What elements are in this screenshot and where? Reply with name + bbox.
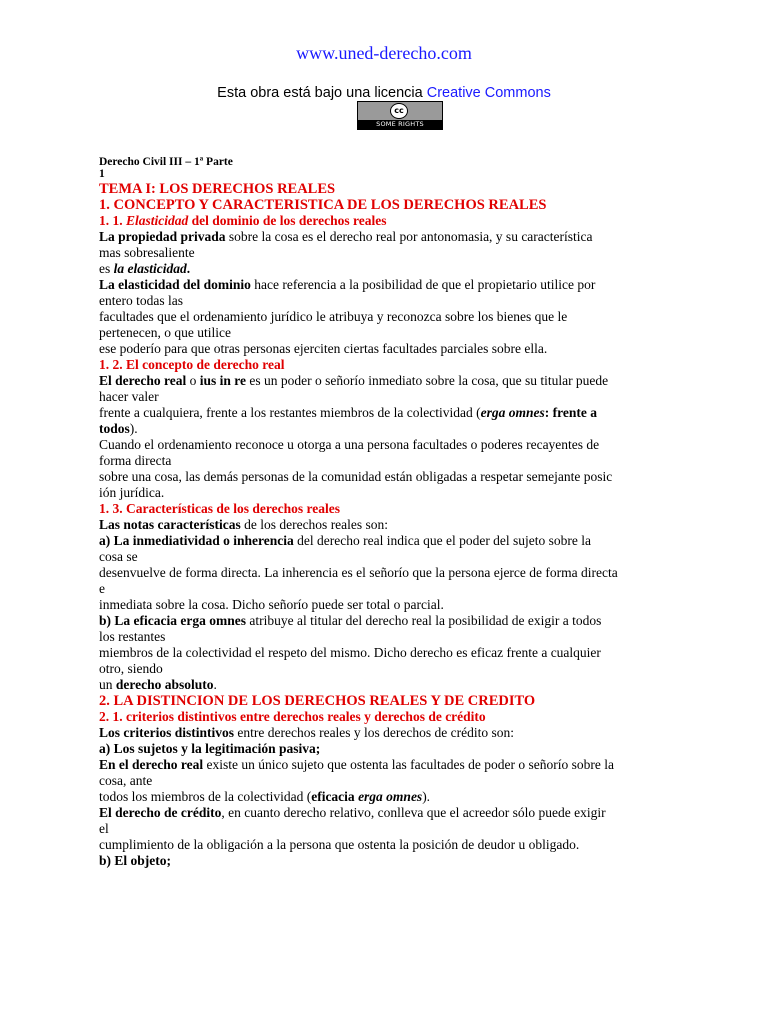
text-run: e xyxy=(99,581,105,596)
text-run: eficacia xyxy=(311,789,359,804)
text-run: ). xyxy=(129,421,138,436)
text-run: cosa se xyxy=(99,549,138,564)
text-run: La propiedad privada xyxy=(99,229,226,244)
text-line xyxy=(99,517,679,533)
text-run: o xyxy=(186,373,200,388)
site-url-link[interactable]: www.uned-derecho.com xyxy=(296,43,472,63)
text-line xyxy=(99,805,679,821)
text-run: cumplimiento de la obligación a la persona que ostenta la posición de deudor u obligado. xyxy=(99,837,580,852)
text-run: cosa, ante xyxy=(99,773,153,788)
text-run: 1. 2. El concepto de derecho real xyxy=(99,357,285,372)
text-line xyxy=(99,661,679,677)
text-run: es xyxy=(99,261,114,276)
text-line xyxy=(99,389,679,405)
cc-logo-icon: cc xyxy=(390,103,408,119)
text-run: 1. 3. Características de los derechos reales xyxy=(99,501,340,516)
subsection-heading xyxy=(99,213,679,229)
text-line xyxy=(99,581,679,597)
text-run: forma directa xyxy=(99,453,172,468)
text-run: erga omnes xyxy=(480,405,545,420)
text-run: 1. CONCEPTO Y CARACTERISTICA DE LOS DERECHOS REALES xyxy=(99,197,547,213)
text-run: El derecho real xyxy=(99,373,187,388)
text-run: ius in re xyxy=(199,373,247,388)
text-run: es un poder o señorío inmediato sobre la cosa, que su titular puede xyxy=(246,373,609,388)
text-run: inmediata sobre la cosa. Dicho señorío puede ser total o parcial. xyxy=(99,597,444,612)
cc-badge-text: SOME RIGHTS RESERVED xyxy=(358,120,442,129)
page-number: 1 xyxy=(99,168,105,180)
text-run: En el derecho real xyxy=(99,757,204,772)
text-run: sobre una cosa, las demás personas de la comunidad están obligadas a respetar semejante posic xyxy=(99,469,613,484)
text-line xyxy=(99,821,679,837)
section-heading xyxy=(99,181,679,197)
text-line xyxy=(99,229,679,245)
subsection-heading xyxy=(99,357,679,373)
text-run: entre derechos reales y los derechos de crédito son: xyxy=(234,725,515,740)
text-line xyxy=(99,325,679,341)
text-run: ión jurídica. xyxy=(99,485,165,500)
text-line xyxy=(99,405,679,421)
text-run: . xyxy=(213,677,217,692)
license-notice xyxy=(0,85,768,101)
text-line xyxy=(99,629,679,645)
text-line xyxy=(99,373,679,389)
text-run: : frente a xyxy=(544,405,597,420)
text-line xyxy=(99,613,679,629)
text-line xyxy=(99,341,679,357)
text-run: TEMA I: LOS DERECHOS REALES xyxy=(99,181,336,197)
text-run: el xyxy=(99,821,109,836)
text-run: derecho absoluto xyxy=(115,677,214,692)
subsection-heading xyxy=(99,709,679,725)
text-run: frente a cualquiera, frente a los restantes miembros de la colectividad ( xyxy=(99,405,481,420)
text-run: de los derechos reales son: xyxy=(240,517,389,532)
text-run: 2. 1. criterios distintivos entre derechos reales y derechos de crédito xyxy=(99,709,486,724)
text-line xyxy=(99,245,679,261)
text-line xyxy=(99,837,679,853)
text-run: desenvuelve de forma directa. La inherencia es el señorío que la persona ejerce de forma directa xyxy=(99,565,618,580)
text-run: hacer valer xyxy=(99,389,159,404)
text-run: los restantes xyxy=(99,629,166,644)
text-run: 2. LA DISTINCION DE LOS DERECHOS REALES Y DE CREDITO xyxy=(99,693,536,709)
text-line xyxy=(99,757,679,773)
text-line xyxy=(99,277,679,293)
text-run: hace referencia a la posibilidad de que el propietario utilice por xyxy=(250,277,596,292)
text-line xyxy=(99,741,679,757)
document-blocks xyxy=(99,181,679,869)
text-line xyxy=(99,853,679,869)
text-line xyxy=(99,677,679,693)
text-line xyxy=(99,549,679,565)
section-heading xyxy=(99,197,679,213)
text-run: , en cuanto derecho relativo, conlleva que el acreedor sólo puede exigir xyxy=(221,805,606,820)
text-line xyxy=(99,773,679,789)
text-run: atribuye al titular del derecho real la posibilidad de exigir a todos xyxy=(245,613,602,628)
text-run: a) Los sujetos y la legitimación pasiva; xyxy=(99,741,321,756)
text-line xyxy=(99,453,679,469)
text-run: la elasticidad xyxy=(113,261,187,276)
text-run: El derecho de crédito xyxy=(99,805,222,820)
text-run: facultades que el ordenamiento jurídico le atribuya y reconozca sobre los bienes que le xyxy=(99,309,568,324)
section-heading xyxy=(99,693,679,709)
text-run: sobre la cosa es el derecho real por antonomasia, y su característica xyxy=(225,229,593,244)
text-line xyxy=(99,565,679,581)
document-body xyxy=(99,155,679,869)
text-line xyxy=(99,261,679,277)
text-run: pertenecen, o que utilice xyxy=(99,325,231,340)
text-run: . xyxy=(186,261,191,276)
text-run: 1. 1. xyxy=(99,213,126,228)
text-run: todos xyxy=(99,421,130,436)
text-run: del derecho real indica que el poder del sujeto sobre la xyxy=(293,533,592,548)
text-run: Las notas características xyxy=(99,517,241,532)
text-run: b) El objeto; xyxy=(99,853,171,868)
text-run: ese poderío para que otras personas ejerciten ciertas facultades parciales sobre ella. xyxy=(99,341,548,356)
text-run: existe un único sujeto que ostenta las facultades de poder o señorío sobre la xyxy=(203,757,615,772)
cc-license-badge[interactable] xyxy=(357,101,443,137)
text-line xyxy=(99,469,679,485)
text-run: erga omnes xyxy=(358,789,423,804)
text-line xyxy=(99,485,679,501)
text-line xyxy=(99,421,679,437)
text-run: Elasticidad xyxy=(126,213,189,228)
text-line xyxy=(99,533,679,549)
text-run: otro, siendo xyxy=(99,661,163,676)
text-run: un xyxy=(99,677,116,692)
text-run: entero todas las xyxy=(99,293,183,308)
text-line xyxy=(99,645,679,661)
creative-commons-link[interactable]: Creative Commons xyxy=(426,85,551,101)
running-header: Derecho Civil III – 1ª Parte xyxy=(99,156,233,168)
text-run: a) La inmediatividad o inherencia xyxy=(99,533,294,548)
text-line xyxy=(99,437,679,453)
subsection-heading xyxy=(99,501,679,517)
text-run: Cuando el ordenamiento reconoce u otorga a una persona facultades o poderes recayentes de xyxy=(99,437,600,452)
text-run: Los criterios distintivos xyxy=(99,725,234,740)
text-run: miembros de la colectividad el respeto del mismo. Dicho derecho es eficaz frente a cualquier xyxy=(99,645,601,660)
text-run: La elasticidad del dominio xyxy=(99,277,251,292)
text-line xyxy=(99,293,679,309)
text-run: b) La eficacia erga omnes xyxy=(99,613,246,628)
text-line xyxy=(99,597,679,613)
text-run: ). xyxy=(422,789,431,804)
text-line xyxy=(99,309,679,325)
text-run: todos los miembros de la colectividad ( xyxy=(99,789,312,804)
text-run: mas sobresaliente xyxy=(99,245,195,260)
license-text: Esta obra está bajo una licencia xyxy=(217,85,427,101)
text-line xyxy=(99,789,679,805)
text-line xyxy=(99,725,679,741)
text-run: del dominio de los derechos reales xyxy=(188,213,387,228)
